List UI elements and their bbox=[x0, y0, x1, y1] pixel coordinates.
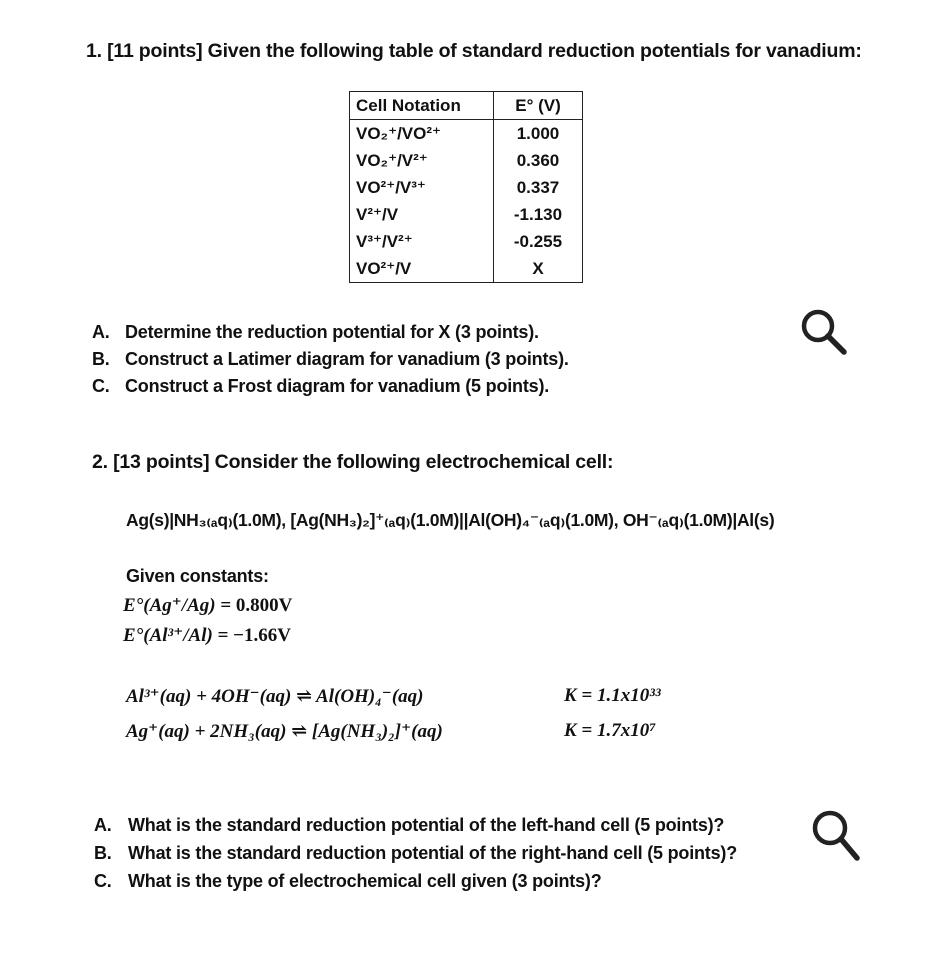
question-2-heading: 2. [13 points] Consider the following electrochemical cell: bbox=[92, 451, 614, 473]
q2-part-b-text: What is the standard reduction potential of the right-hand cell (5 points)? bbox=[128, 843, 738, 863]
table-cell: V³⁺/V²⁺ bbox=[350, 228, 494, 255]
equilibrium-1-reaction: Al³⁺(aq) + 4OH⁻(aq) ⇌ Al(OH)₄⁻(aq) bbox=[126, 686, 424, 707]
q1-part-a-letter: A. bbox=[92, 322, 110, 342]
table-row bbox=[350, 201, 583, 228]
table-cell: VO₂⁺/VO²⁺ bbox=[350, 120, 494, 148]
equilibrium-2-k: K = 1.7x10⁷ bbox=[564, 720, 656, 741]
table-cell: VO₂⁺/V²⁺ bbox=[350, 147, 494, 174]
table-row bbox=[350, 228, 583, 255]
table-cell: VO²⁺/V bbox=[350, 255, 494, 283]
question-1-heading: 1. [11 points] Given the following table of standard reduction potentials for vanadium: bbox=[86, 40, 862, 62]
table-row bbox=[350, 255, 583, 283]
q2-part-b-letter: B. bbox=[94, 843, 112, 863]
q2-part-c-letter: C. bbox=[94, 871, 112, 891]
q1-part-b-text: Construct a Latimer diagram for vanadium (3 points). bbox=[125, 349, 569, 369]
table-cell: -1.130 bbox=[494, 201, 583, 228]
magnifier-icon[interactable] bbox=[796, 306, 856, 358]
q2-part-a-letter: A. bbox=[94, 815, 112, 835]
table-row bbox=[350, 174, 583, 201]
given-constants-label: Given constants: bbox=[126, 566, 269, 586]
table-cell: 0.360 bbox=[494, 147, 583, 174]
q1-part-b-letter: B. bbox=[92, 349, 110, 369]
table-cell: VO²⁺/V³⁺ bbox=[350, 174, 494, 201]
table-header-row bbox=[350, 92, 583, 120]
table-cell: -0.255 bbox=[494, 228, 583, 255]
constant-lhs: E°(Al³⁺/Al) bbox=[123, 625, 213, 646]
q1-part-c-text: Construct a Frost diagram for vanadium (5 points). bbox=[125, 376, 550, 396]
constant-al bbox=[123, 624, 291, 647]
table-row bbox=[350, 120, 583, 148]
table-cell: 0.337 bbox=[494, 174, 583, 201]
q1-part-a-text: Determine the reduction potential for X (3 points). bbox=[125, 322, 539, 342]
table-header-cell: Cell Notation bbox=[350, 92, 494, 120]
q2-part-a-text: What is the standard reduction potential of the left-hand cell (5 points)? bbox=[128, 815, 725, 835]
magnifier-icon[interactable] bbox=[808, 806, 864, 866]
constant-rhs: = 0.800V bbox=[220, 595, 293, 616]
table-cell: 1.000 bbox=[494, 120, 583, 148]
table-cell: X bbox=[494, 255, 583, 283]
constant-lhs: E°(Ag⁺/Ag) bbox=[123, 595, 216, 616]
q1-part-c-letter: C. bbox=[92, 376, 110, 396]
table-cell: V²⁺/V bbox=[350, 201, 494, 228]
q2-part-c-text: What is the type of electrochemical cell given (3 points)? bbox=[128, 871, 602, 891]
table-header-cell: E° (V) bbox=[494, 92, 583, 120]
equilibrium-2-reaction: Ag⁺(aq) + 2NH₃(aq) ⇌ [Ag(NH₃)₂]⁺(aq) bbox=[126, 721, 443, 742]
cell-notation: Ag(s)|NH₃₍ₐq₎(1.0M), [Ag(NH₃)₂]⁺₍ₐq₎(1.0M)||Al(OH)₄⁻₍ₐq₎(1.0M), OH⁻₍ₐq₎(1.0M)|Al(s) bbox=[126, 510, 775, 530]
constant-ag bbox=[123, 594, 292, 617]
constant-rhs: = −1.66V bbox=[217, 625, 291, 646]
table-row bbox=[350, 147, 583, 174]
reduction-potential-table bbox=[349, 91, 583, 283]
equilibrium-1-k: K = 1.1x10³³ bbox=[564, 685, 661, 706]
